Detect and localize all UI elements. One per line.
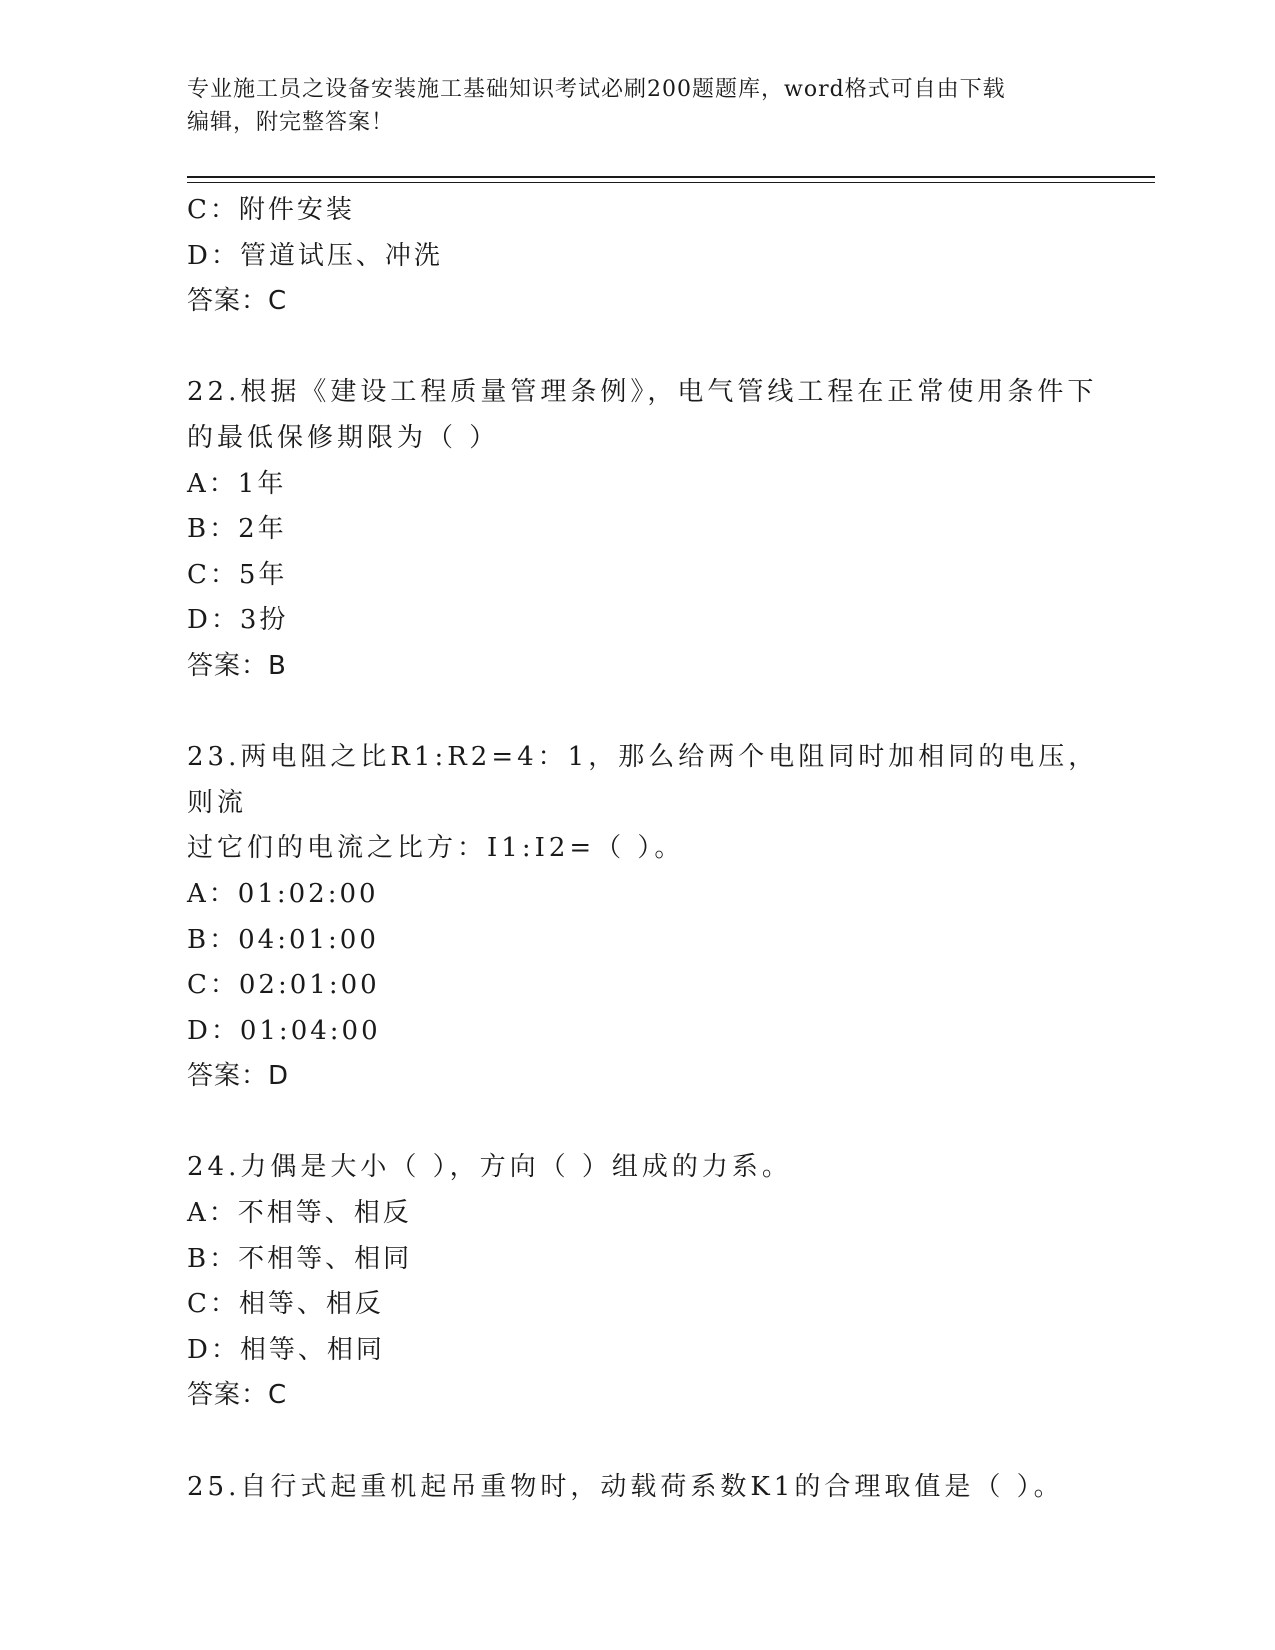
question-text-line: 22.根据《建设工程质量管理条例》，电气管线工程在正常使用条件下 <box>187 377 1098 408</box>
question-24 <box>187 1145 1107 1419</box>
header-title-line2: 编辑，附完整答案！ <box>187 110 395 135</box>
option-d: D：相等、相同 <box>187 1334 385 1365</box>
option-c: C：02:01:00 <box>187 970 380 1001</box>
question-text-line: 过它们的电流之比方：I1:I2=（ ）。 <box>187 833 685 864</box>
question-21-continuation <box>187 188 1107 325</box>
option-d: D：3扮 <box>187 605 289 636</box>
answer-line: 答案：D <box>187 1061 290 1092</box>
question-text-line: 23.两电阻之比R1:R2=4：1，那么给两个电阻同时加相同的电压，则流 <box>187 742 1099 818</box>
header-divider-thin <box>187 182 1155 183</box>
document-body <box>187 188 1107 1510</box>
option-c: C：相等、相反 <box>187 1289 384 1320</box>
option-b: B：04:01:00 <box>187 924 379 955</box>
option-a: A：不相等、相反 <box>187 1198 412 1229</box>
option-a: A：1年 <box>187 468 287 499</box>
question-25 <box>187 1465 1107 1511</box>
document-header <box>187 73 1067 139</box>
option-d: D：01:04:00 <box>187 1015 381 1046</box>
option-c: C：5年 <box>187 559 288 590</box>
option-a: A：01:02:00 <box>187 878 379 909</box>
option-b: B：不相等、相同 <box>187 1243 413 1274</box>
answer-line: 答案：C <box>187 286 288 317</box>
answer-line: 答案：B <box>187 650 287 681</box>
question-text-line: 24.力偶是大小（ ），方向（ ）组成的力系。 <box>187 1152 792 1183</box>
option-b: B：2年 <box>187 514 287 545</box>
answer-line: 答案：C <box>187 1380 288 1411</box>
question-22 <box>187 370 1107 689</box>
question-23 <box>187 735 1107 1100</box>
option-d: D：管道试压、冲洗 <box>187 240 443 271</box>
header-title-line1: 专业施工员之设备安装施工基础知识考试必刷200题题库，word格式可自由下载 <box>187 77 1006 102</box>
header-divider-thick <box>187 176 1155 178</box>
question-text-line: 的最低保修期限为（ ） <box>187 422 500 453</box>
option-c: C：附件安装 <box>187 195 355 225</box>
question-text-line: 25.自行式起重机起吊重物时，动载荷系数K1的合理取值是（ ）。 <box>187 1471 1064 1502</box>
